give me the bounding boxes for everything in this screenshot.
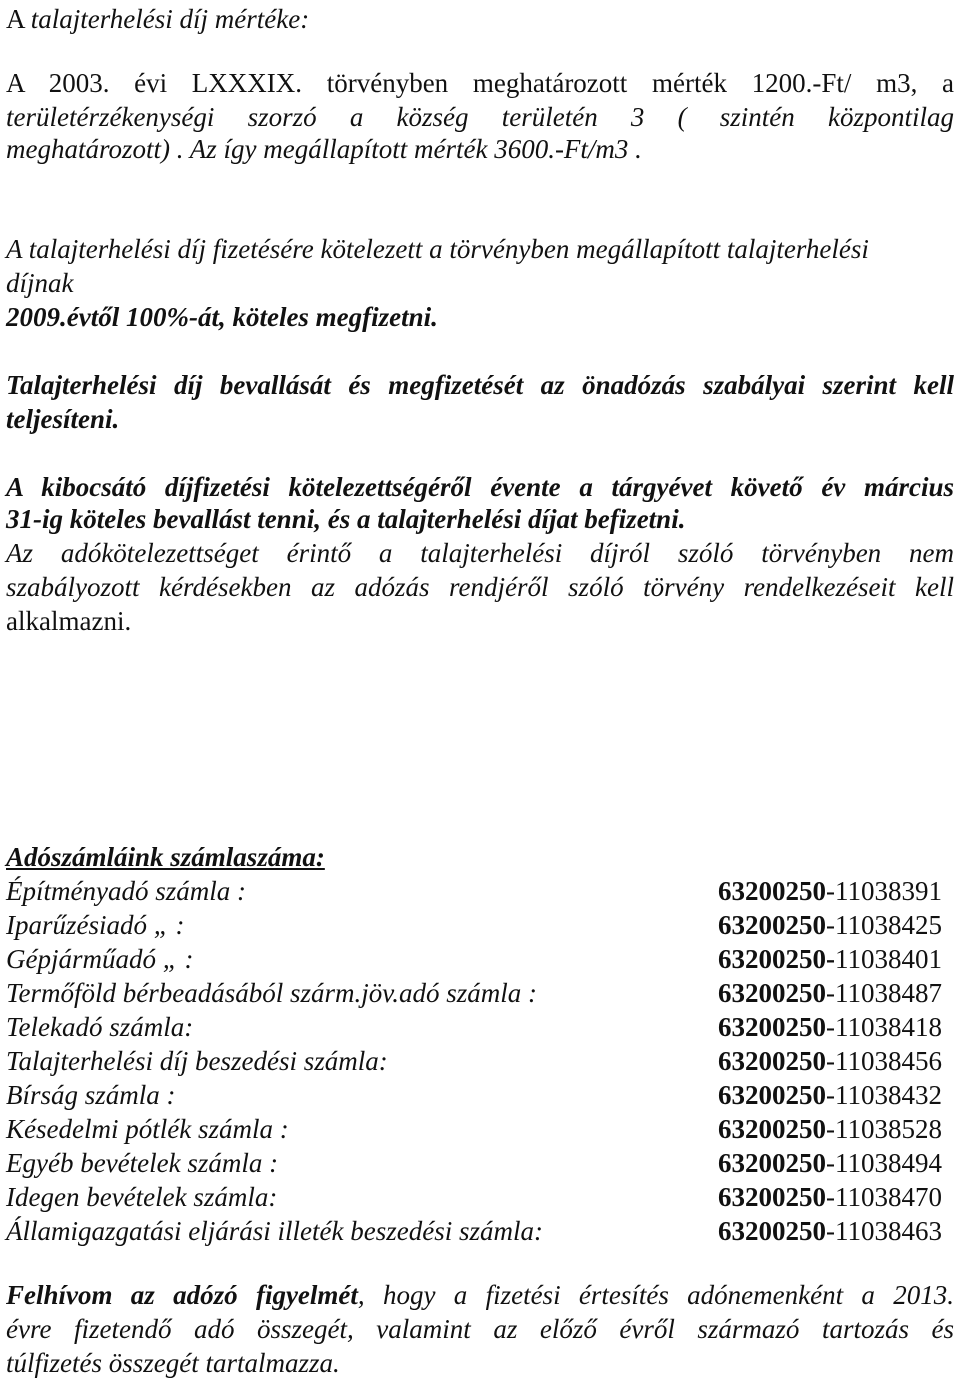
notice-line1-rest: , hogy a fizetési értesítés adónemenként a 2013.: [357, 1280, 954, 1310]
account-number: [718, 1010, 942, 1044]
account-number-suffix: -11038418: [826, 1012, 942, 1042]
account-number-prefix: 63200250: [718, 1182, 826, 1212]
account-number-suffix: -11038528: [826, 1114, 942, 1144]
account-label: Építményadó számla :: [6, 876, 246, 906]
account-number-suffix: -11038470: [826, 1182, 942, 1212]
account-number-prefix: 63200250: [718, 1012, 826, 1042]
account-number: [718, 1078, 942, 1112]
account-label: Iparűzésiadó „ :: [6, 910, 185, 940]
account-number-prefix: 63200250: [718, 1080, 826, 1110]
account-number: [718, 1044, 942, 1078]
account-row: [6, 942, 954, 976]
account-row: [6, 1214, 954, 1248]
paragraph-obligation-line3: 2009.évtől 100%-át, köteles megfizetni.: [6, 302, 438, 332]
notice-bold: Felhívom az adózó figyelmét: [6, 1280, 358, 1310]
account-number-suffix: -11038391: [826, 876, 942, 906]
paragraph-obligation-line1: A talajterhelési díj fizetésére kötelezett a törvényben megállapított talajterhelési: [6, 234, 869, 264]
account-number: [718, 1180, 942, 1214]
heading-text: talajterhelési díj mértéke:: [30, 4, 310, 34]
paragraph-law-line1: Az adókötelezettséget érintő a talajterhelési díjról szóló törvényben nem: [6, 538, 954, 568]
account-number: [718, 976, 942, 1010]
account-number: [718, 1146, 942, 1180]
account-number-prefix: 63200250: [718, 1216, 826, 1246]
account-number-suffix: -11038494: [826, 1148, 942, 1178]
account-label: Talajterhelési díj beszedési számla:: [6, 1046, 388, 1076]
account-number-suffix: 11038401: [835, 944, 942, 974]
account-number-prefix: 63200250: [718, 1114, 826, 1144]
account-row: [6, 874, 954, 908]
account-row: [6, 1078, 954, 1112]
paragraph-declaration-line2: 31-ig köteles bevallást tenni, és a talajterhelési díjat befizetni.: [6, 504, 686, 534]
account-number: [718, 908, 942, 942]
paragraph-declaration-line1: A kibocsátó díjfizetési kötelezettségéről évente a tárgyévet követő év március: [6, 472, 954, 502]
account-label: Termőföld bérbeadásából szárm.jöv.adó számla :: [6, 978, 538, 1008]
paragraph-rate-line1: A 2003. évi LXXXIX. törvényben meghatározott mérték 1200.-Ft/ m3, a: [6, 68, 954, 98]
account-row: [6, 1044, 954, 1078]
account-row: [6, 976, 954, 1010]
account-number-suffix: -11038463: [826, 1216, 942, 1246]
account-label: Telekadó számla:: [6, 1012, 194, 1042]
paragraph-obligation-line2: díjnak: [6, 268, 74, 298]
account-number-prefix: 63200250: [718, 1046, 826, 1076]
account-number-suffix: -11038487: [826, 978, 942, 1008]
account-label: Késedelmi pótlék számla :: [6, 1114, 289, 1144]
paragraph-selfassessment-line1: Talajterhelési díj bevallását és megfizetését az önadózás szabályai szerint kell: [6, 370, 954, 400]
account-number: [718, 1214, 942, 1248]
account-number-prefix: 63200250: [718, 978, 826, 1008]
account-number: [718, 874, 942, 908]
paragraph-selfassessment-line2: teljesíteni.: [6, 404, 120, 434]
account-number-suffix: -11038432: [826, 1080, 942, 1110]
notice-line2: évre fizetendő adó összegét, valamint az előző évről származó tartozás és: [6, 1314, 954, 1344]
account-number-prefix: 63200250: [718, 876, 826, 906]
account-label: Gépjárműadó „ :: [6, 944, 194, 974]
account-number-suffix: -11038425: [826, 910, 942, 940]
account-row: [6, 1112, 954, 1146]
accounts-heading: Adószámláink számlaszáma:: [6, 842, 325, 872]
paragraph-law-line3: alkalmazni.: [6, 606, 132, 636]
account-number: [718, 1112, 942, 1146]
account-number-prefix: 63200250: [718, 910, 826, 940]
account-number: [718, 942, 942, 976]
account-row: [6, 1180, 954, 1214]
section-heading: [6, 2, 954, 36]
account-label: Államigazgatási eljárási illeték beszedési számla:: [6, 1216, 543, 1246]
account-label: Idegen bevételek számla:: [6, 1182, 278, 1212]
paragraph-rate-line3: meghatározott) . Az így megállapított mérték 3600.-Ft/m3 .: [6, 134, 642, 164]
heading-prefix: A: [6, 4, 31, 34]
account-label: Egyéb bevételek számla :: [6, 1148, 279, 1178]
account-number-prefix: 63200250: [718, 1148, 826, 1178]
notice-line3: túlfizetés összegét tartalmazza.: [6, 1348, 340, 1378]
account-number-suffix: -11038456: [826, 1046, 942, 1076]
paragraph-rate-line2: területérzékenységi szorzó a község területén 3 ( szintén központilag: [6, 102, 954, 132]
account-label: Bírság számla :: [6, 1080, 176, 1110]
notice-line1: [6, 1278, 954, 1312]
account-row: [6, 1010, 954, 1044]
account-row: [6, 1146, 954, 1180]
account-row: [6, 908, 954, 942]
paragraph-law-line2: szabályozott kérdésekben az adózás rendjéről szóló törvény rendelkezéseit kell: [6, 572, 954, 602]
account-number-prefix: 63200250-: [718, 944, 835, 974]
